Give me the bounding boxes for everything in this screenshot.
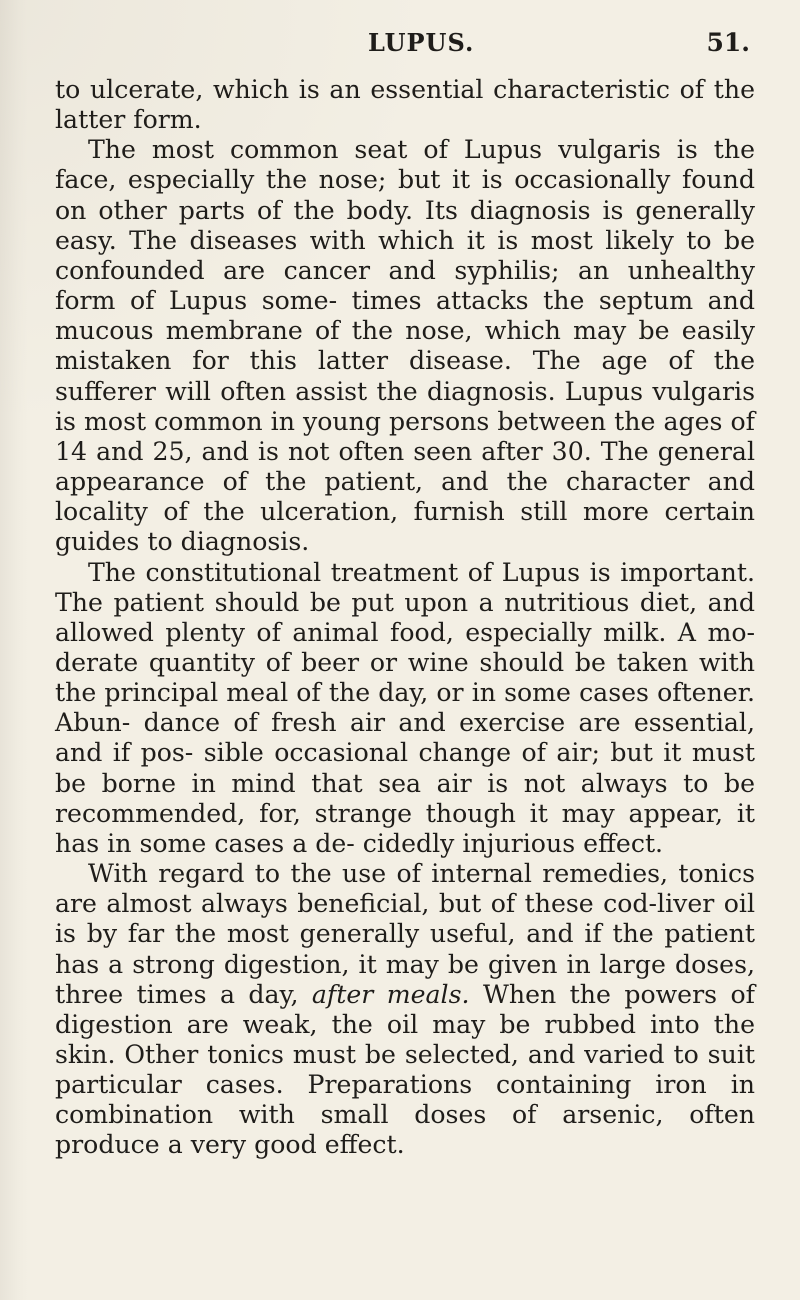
paragraph-3: [55, 558, 755, 860]
paragraph-1: [55, 75, 755, 135]
emphasis-text: after meals.: [311, 979, 470, 1009]
paragraph-4: [55, 859, 755, 1161]
body-text: [55, 75, 755, 1161]
paragraph-text: The most common seat of Lupus vulgaris is the face, especially the nose; but it is occasionally found on other parts of the body. Its diagnosis is generally easy. The diseases with which it is most likely to be confounded are cancer and syphilis; an unhealthy form of Lupus some- times attacks the septum and mucous membrane of the nose, which may be easily mistaken for this latter disease. The age of the sufferer will often assist the diagnosis. Lupus vulgaris is most common in young persons between the ages of 14 and 25, and is not often seen after 30. The general appearance of the patient, and the character and locality of the ulceration, furnish still more certain guides to diagnosis.: [55, 135, 755, 557]
page-number: 51.: [706, 28, 750, 57]
paragraph-2: [55, 135, 755, 557]
paragraph-text: to ulcerate, which is an essential characteristic of the latter form.: [55, 75, 755, 135]
paragraph-text-after-emphasis: When the powers of digestion are weak, the oil may be rubbed into the skin. Other tonics must be selected, and varied to suit particular cases. Preparations containing iron in combination with small doses of arsenic, often produce a very good effect.: [55, 979, 755, 1160]
paragraph-text: The constitutional treatment of Lupus is important. The patient should be put upon a nutritious diet, and allowed plenty of animal food, especially milk. A mo- derate quantity of beer or wine should be taken with the principal meal of the day, or in some cases oftener. Abun- dance of fresh air and exercise are essential, and if pos- sible occasional change of air; but it must be borne in mind that sea air is not always to be recommended, for, strange though it may appear, it has in some cases a de- cidedly injurious effect.: [55, 557, 755, 858]
paragraph-text-before-emphasis: With regard to the use of internal remedies, tonics are almost always beneficial, but of these cod-liver oil is by far the most generally useful, and if the patient has a strong digestion, it may be given in large doses, three times a day,: [55, 859, 755, 1009]
page-header: [55, 28, 758, 68]
running-head: LUPUS.: [368, 28, 475, 57]
